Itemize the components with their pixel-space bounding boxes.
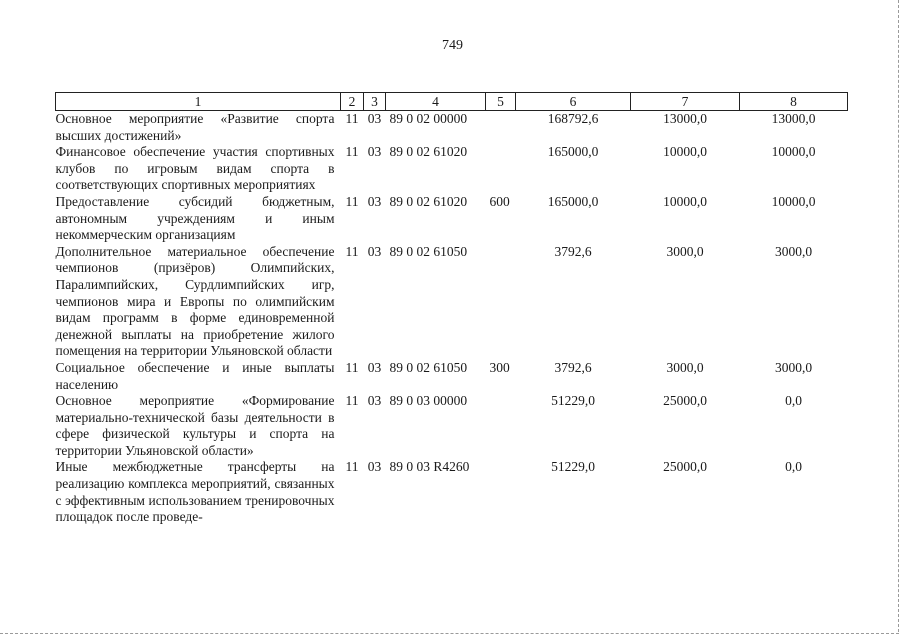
- table-row: [56, 459, 848, 525]
- amount-col7: 25000,0: [663, 393, 707, 409]
- expense-type: [486, 111, 516, 145]
- target-code: 89 0 02 61020: [389, 144, 468, 160]
- target-code: 89 0 02 61050: [389, 243, 468, 259]
- amount-col6: 165000,0: [547, 193, 599, 209]
- budget-table: [55, 92, 848, 526]
- subsection-code: 03: [367, 111, 382, 126]
- item-name: Основное мероприятие «Развитие спорта высших достижений»: [55, 111, 335, 143]
- expense-type: [486, 459, 516, 525]
- page-number: 749: [442, 38, 463, 53]
- column-header: 7: [631, 93, 740, 111]
- amount-col8: 0,0: [785, 393, 802, 409]
- column-header: 3: [364, 93, 386, 111]
- table-header-row: [56, 93, 848, 111]
- section-code: 11: [345, 111, 359, 126]
- amount-col7: 3000,0: [666, 359, 704, 375]
- subsection-code: 03: [367, 459, 382, 475]
- table-row: [56, 360, 848, 393]
- amount-col6: 51229,0: [551, 459, 595, 475]
- amount-col6: 3792,6: [554, 359, 592, 375]
- table-row: [56, 244, 848, 360]
- amount-col6: 3792,6: [554, 243, 592, 259]
- target-code: 89 0 02 00000: [389, 111, 468, 126]
- expense-type: [486, 244, 516, 360]
- column-header: 2: [341, 93, 364, 111]
- section-code: 11: [345, 243, 359, 259]
- table-row: [56, 194, 848, 244]
- amount-col8: 3000,0: [774, 243, 813, 259]
- amount-col7: 25000,0: [663, 459, 707, 475]
- item-name: Основное мероприятие «Формирование материально-технической базы деятельности в сфере физической культуры и спорта на территории Ульяновской области»: [55, 393, 335, 458]
- table-row: [56, 393, 848, 459]
- target-code: 89 0 02 61020: [389, 193, 468, 209]
- amount-col7: 3000,0: [666, 243, 704, 259]
- section-code: 11: [345, 459, 359, 475]
- amount-col6: 51229,0: [551, 393, 595, 409]
- target-code: 89 0 03 R4260: [389, 459, 470, 475]
- amount-col8: 10000,0: [771, 144, 816, 160]
- item-name: Финансовое обеспечение участия спортивных клубов по игровым видам спорта в соответствующих спортивных мероприятиях: [55, 144, 335, 193]
- subsection-code: 03: [367, 393, 382, 409]
- expense-type: [486, 144, 516, 194]
- amount-col8: 10000,0: [771, 193, 816, 209]
- item-name: Предоставление субсидий бюджетным, автономным учреждениям и иным некоммерческим организациям: [55, 193, 335, 243]
- expense-type: 600: [489, 193, 510, 209]
- expense-type: [486, 393, 516, 459]
- amount-col7: 13000,0: [663, 111, 707, 126]
- column-header: 5: [486, 93, 516, 111]
- column-header: 6: [516, 93, 631, 111]
- amount-col6: 168792,6: [547, 111, 599, 126]
- subsection-code: 03: [367, 144, 382, 160]
- target-code: 89 0 02 61050: [389, 359, 468, 375]
- amount-col7: 10000,0: [663, 193, 707, 209]
- expense-type: 300: [489, 359, 510, 375]
- column-header: 1: [56, 93, 341, 111]
- amount-col8: 3000,0: [774, 359, 813, 375]
- section-code: 11: [345, 393, 359, 409]
- subsection-code: 03: [367, 359, 382, 375]
- amount-col7: 10000,0: [663, 144, 707, 160]
- subsection-code: 03: [367, 243, 382, 259]
- amount-col8: 0,0: [785, 459, 802, 475]
- column-header: 4: [386, 93, 486, 111]
- table-row: [56, 111, 848, 145]
- target-code: 89 0 03 00000: [389, 393, 468, 409]
- section-code: 11: [345, 359, 359, 375]
- scan-edge-bottom: [0, 632, 899, 634]
- item-name: Дополнительное материальное обеспечение чемпионов (призёров) Олимпийских, Паралимпийских, Сурдлимпийских игр, чемпионов мира и Европы по олимпийским видам программ в форме единовременной денежной выплаты на приобретение жилого помещения на территории Ульяновской области: [55, 243, 335, 359]
- amount-col8: 13000,0: [771, 111, 816, 126]
- amount-col6: 165000,0: [547, 144, 599, 160]
- subsection-code: 03: [367, 193, 382, 209]
- table-row: [56, 144, 848, 194]
- item-name: Социальное обеспечение и иные выплаты населению: [55, 359, 335, 392]
- column-header: 8: [740, 93, 848, 111]
- scan-edge-right: [897, 0, 899, 632]
- section-code: 11: [345, 144, 359, 160]
- item-name: Иные межбюджетные трансферты на реализацию комплекса мероприятий, связанных с эффективным использованием тренировочных площадок после проведе-: [55, 459, 335, 525]
- section-code: 11: [345, 193, 359, 209]
